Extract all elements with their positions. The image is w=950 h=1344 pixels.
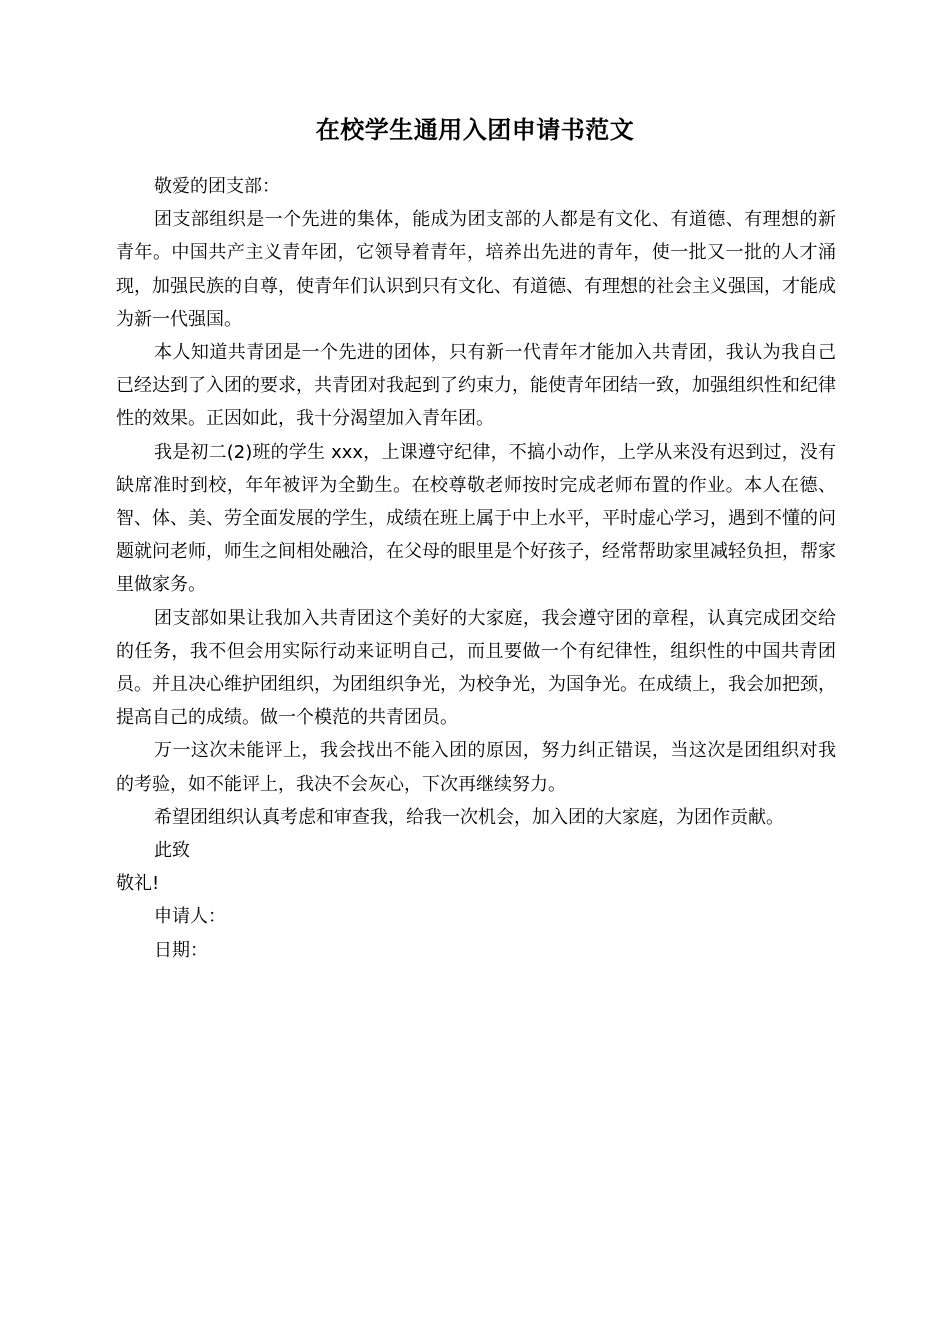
- paragraph-3: 我是初二(2)班的学生 xxx，上课遵守纪律，不搞小动作，上学从来没有迟到过，没有缺席准时到校，年年被评为全勤生。在校尊敬老师按时完成老师布置的作业。本人在德、智、体、美、劳全面发展的学生，成绩在班上属于中上水平，平时虚心学习，遇到不懂的问题就问老师，师生之间相处融洽，在父母的眼里是个好孩子，经常帮助家里减轻负担，帮家里做家务。: [116, 441, 836, 596]
- applicant-label: 申请人：: [154, 906, 226, 928]
- paragraph-1: 团支部组织是一个先进的集体，能成为团支部的人都是有文化、有道德、有理想的新青年。中国共产主义青年团，它领导着青年，培养出先进的青年，使一批又一批的人才涌现，加强民族的自尊，使青年们认识到只有文化、有道德、有理想的社会主义强国，才能成为新一代强国。: [116, 209, 836, 330]
- document-body: [116, 170, 836, 967]
- document-title: 在校学生通用入团申请书范文: [315, 116, 635, 144]
- closing-line-1: 此致: [154, 840, 190, 862]
- date-label: 日期：: [154, 939, 208, 961]
- paragraph-4: 团支部如果让我加入共青团这个美好的大家庭，我会遵守团的章程，认真完成团交给的任务，我不但会用实际行动来证明自己，而且要做一个有纪律性，组织性的中国共青团员。并且决心维护团组织，为团组织争光，为校争光，为国争光。在成绩上，我会加把颈，提高自己的成绩。做一个模范的共青团员。: [116, 607, 836, 729]
- closing-line-2: 敬礼!: [116, 873, 160, 895]
- salutation: 敬爱的团支部：: [154, 176, 280, 197]
- paragraph-5: 万一这次未能评上，我会找出不能入团的原因，努力纠正错误，当这次是团组织对我的考验，如不能评上，我决不会灰心，下次再继续努力。: [116, 740, 836, 795]
- paragraph-2: 本人知道共青团是一个先进的团体，只有新一代青年才能加入共青团，我认为我自己已经达到了入团的要求，共青团对我起到了约束力，能使青年团结一致，加强组织性和纪律性的效果。正因如此，我十分渴望加入青年团。: [116, 342, 836, 430]
- paragraph-6: 希望团组织认真考虑和审查我，给我一次机会，加入团的大家庭，为团作贡献。: [154, 806, 784, 828]
